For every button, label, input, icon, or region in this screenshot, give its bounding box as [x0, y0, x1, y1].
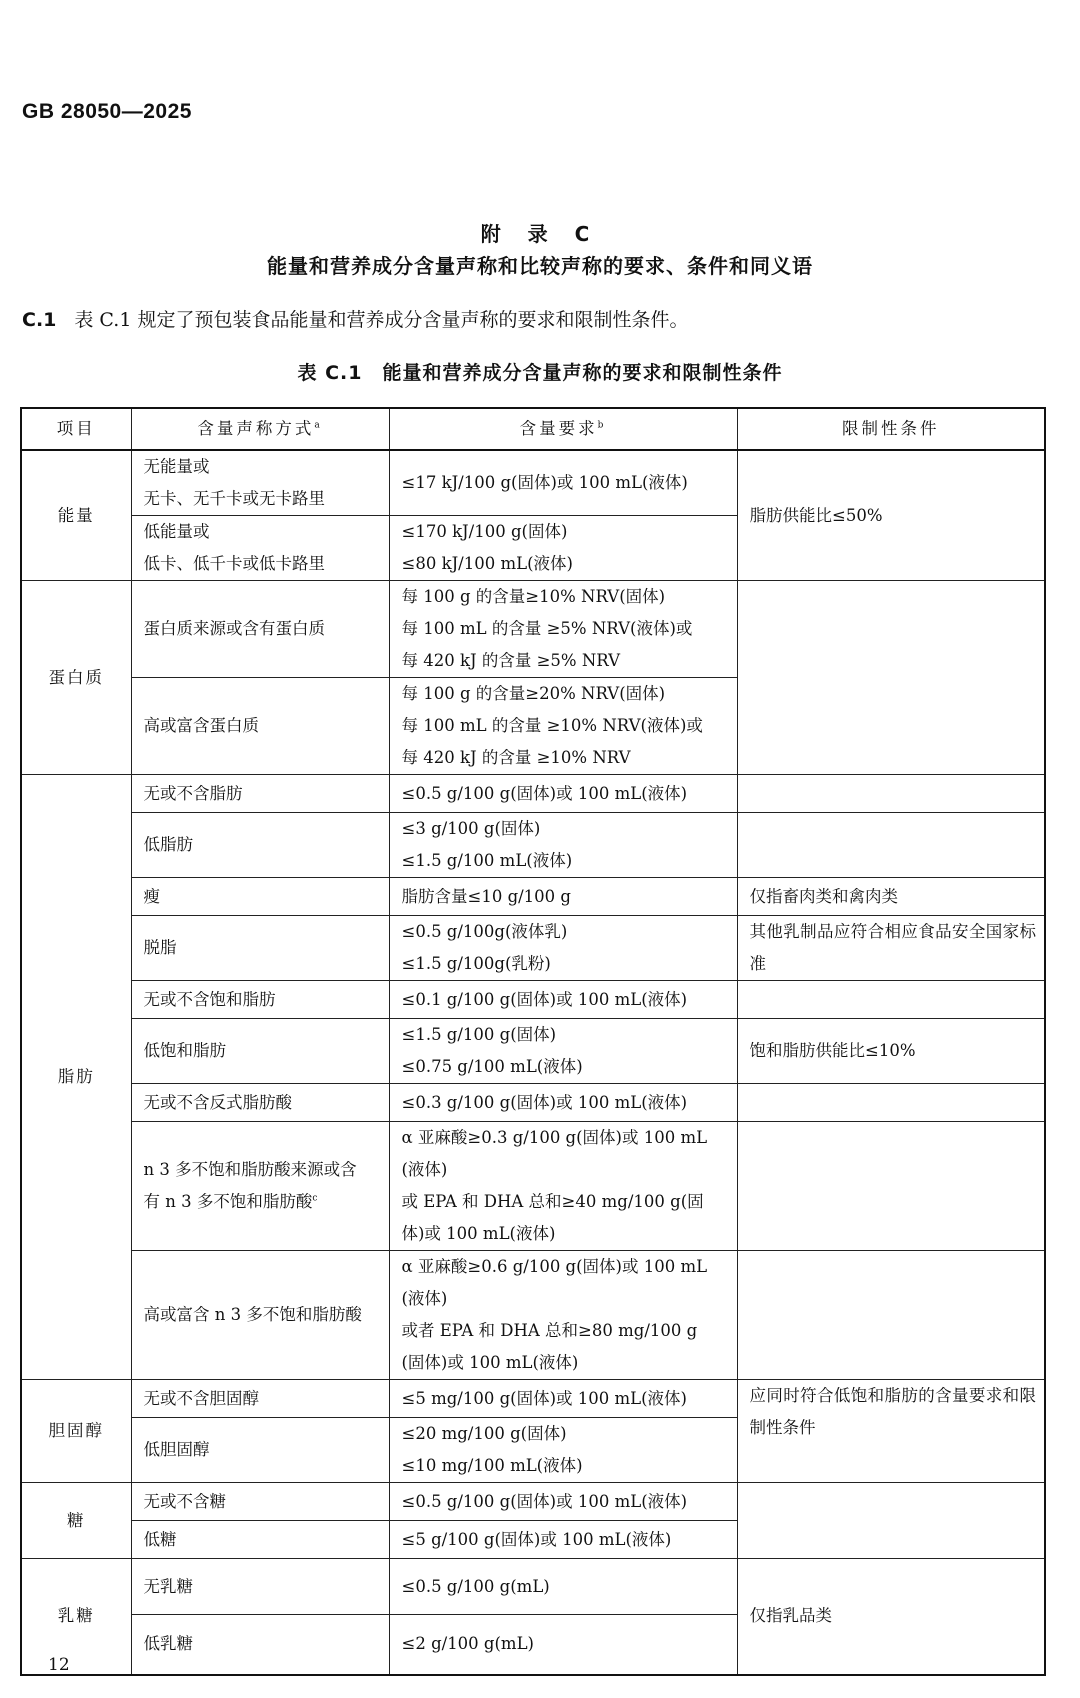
condition-cell — [737, 1122, 1045, 1251]
condition-cell — [737, 775, 1045, 813]
appendix-subtitle: 能量和营养成分含量声称和比较声称的要求、条件和同义语 — [267, 254, 813, 278]
requirement-cell: 每 100 g 的含量≥10% NRV(固体) 每 100 mL 的含量 ≥5% NRV(液体)或 每 420 kJ 的含量 ≥5% NRV — [389, 581, 737, 678]
method-cell: 低饱和脂肪 — [131, 1019, 389, 1084]
method-cell: 高或富含 n 3 多不饱和脂肪酸 — [131, 1251, 389, 1380]
method-cell: 无能量或 无卡、无千卡或无卡路里 — [131, 450, 389, 516]
item-lactose: 乳糖 — [21, 1559, 131, 1675]
standard-code: GB 28050—2025 — [22, 100, 192, 123]
requirement-cell: 脂肪含量≤10 g/100 g — [389, 878, 737, 916]
appendix-title: 附 录 C — [480, 222, 600, 246]
condition-cell: 仅指乳品类 — [737, 1559, 1045, 1675]
method-cell: 脱脂 — [131, 916, 389, 981]
header-method: 含量声称方式$^a$ — [131, 408, 389, 450]
requirement-cell: ≤0.3 g/100 g(固体)或 100 mL(液体) — [389, 1084, 737, 1122]
method-cell: n 3 多不饱和脂肪酸来源或含 有 n 3 多不饱和脂肪酸$^c$ — [131, 1122, 389, 1251]
method-cell: 蛋白质来源或含有蛋白质 — [131, 581, 389, 678]
condition-cell — [737, 1084, 1045, 1122]
requirement-cell: ≤20 mg/100 g(固体) ≤10 mg/100 mL(液体) — [389, 1418, 737, 1483]
method-cell: 无或不含糖 — [131, 1483, 389, 1521]
condition-cell: 其他乳制品应符合相应食品安全国家标准 — [737, 916, 1045, 981]
table-header-row — [21, 408, 1045, 450]
condition-cell — [737, 1483, 1045, 1559]
clause-text: 表 C.1 规定了预包装食品能量和营养成分含量声称的要求和限制性条件。 — [74, 309, 689, 331]
condition-cell — [737, 813, 1045, 878]
method-cell: 无或不含反式脂肪酸 — [131, 1084, 389, 1122]
method-cell: 无乳糖 — [131, 1559, 389, 1615]
requirement-cell: 每 100 g 的含量≥20% NRV(固体) 每 100 mL 的含量 ≥10% NRV(液体)或 每 420 kJ 的含量 ≥10% NRV — [389, 678, 737, 775]
table-title — [0, 358, 1080, 385]
requirement-cell: ≤170 kJ/100 g(固体) ≤80 kJ/100 mL(液体) — [389, 516, 737, 581]
method-cell: 高或富含蛋白质 — [131, 678, 389, 775]
method-cell: 低糖 — [131, 1521, 389, 1559]
requirement-cell: α 亚麻酸≥0.6 g/100 g(固体)或 100 mL (液体) 或者 EPA 和 DHA 总和≥80 mg/100 g (固体)或 100 mL(液体) — [389, 1251, 737, 1380]
requirement-cell: ≤0.5 g/100 g(固体)或 100 mL(液体) — [389, 775, 737, 813]
method-cell: 低脂肪 — [131, 813, 389, 878]
table-row — [21, 775, 1045, 813]
table-number: 表 C.1 — [297, 362, 363, 384]
requirement-cell: α 亚麻酸≥0.3 g/100 g(固体)或 100 mL (液体) 或 EPA 和 DHA 总和≥40 mg/100 g(固 体)或 100 mL(液体) — [389, 1122, 737, 1251]
condition-cell: 饱和脂肪供能比≤10% — [737, 1019, 1045, 1084]
condition-cell: 仅指畜肉类和禽肉类 — [737, 878, 1045, 916]
table-row — [21, 1019, 1045, 1084]
header-item: 项目 — [21, 408, 131, 450]
clause-number: C.1 — [22, 309, 57, 331]
requirements-table — [20, 407, 1046, 1676]
method-cell: 低胆固醇 — [131, 1418, 389, 1483]
requirement-cell: ≤17 kJ/100 g(固体)或 100 mL(液体) — [389, 450, 737, 516]
header-condition: 限制性条件 — [737, 408, 1045, 450]
item-protein: 蛋白质 — [21, 581, 131, 775]
requirement-cell: ≤0.5 g/100 g(固体)或 100 mL(液体) — [389, 1483, 737, 1521]
requirement-cell: ≤3 g/100 g(固体) ≤1.5 g/100 mL(液体) — [389, 813, 737, 878]
item-energy: 能量 — [21, 450, 131, 581]
method-cell: 无或不含脂肪 — [131, 775, 389, 813]
requirement-cell: ≤1.5 g/100 g(固体) ≤0.75 g/100 mL(液体) — [389, 1019, 737, 1084]
table-row — [21, 450, 1045, 516]
item-cholesterol: 胆固醇 — [21, 1380, 131, 1483]
table-row — [21, 1084, 1045, 1122]
table-row — [21, 1559, 1045, 1615]
method-cell: 无或不含饱和脂肪 — [131, 981, 389, 1019]
page-number: 12 — [48, 1655, 70, 1675]
clause-c1 — [22, 305, 688, 332]
condition-cell — [737, 1251, 1045, 1380]
table-row — [21, 916, 1045, 981]
method-cell: 低乳糖 — [131, 1615, 389, 1675]
method-cell: 无或不含胆固醇 — [131, 1380, 389, 1418]
table-row — [21, 1483, 1045, 1521]
table-row — [21, 1380, 1045, 1418]
requirement-cell: ≤0.5 g/100g(液体乳) ≤1.5 g/100g(乳粉) — [389, 916, 737, 981]
table-row — [21, 1122, 1045, 1251]
condition-cell: 应同时符合低饱和脂肪的含量要求和限制性条件 — [737, 1380, 1045, 1483]
method-cell: 低能量或 低卡、低千卡或低卡路里 — [131, 516, 389, 581]
condition-cell — [737, 981, 1045, 1019]
requirement-cell: ≤0.1 g/100 g(固体)或 100 mL(液体) — [389, 981, 737, 1019]
table-title-text: 能量和营养成分含量声称的要求和限制性条件 — [382, 362, 783, 384]
method-cell: 瘦 — [131, 878, 389, 916]
table-row — [21, 1251, 1045, 1380]
table-row — [21, 981, 1045, 1019]
table-row — [21, 581, 1045, 678]
header-requirement: 含量要求$^b$ — [389, 408, 737, 450]
requirement-cell: ≤5 g/100 g(固体)或 100 mL(液体) — [389, 1521, 737, 1559]
requirement-cell: ≤2 g/100 g(mL) — [389, 1615, 737, 1675]
table-row — [21, 878, 1045, 916]
item-sugar: 糖 — [21, 1483, 131, 1559]
requirement-cell: ≤5 mg/100 g(固体)或 100 mL(液体) — [389, 1380, 737, 1418]
condition-cell — [737, 581, 1045, 775]
requirement-cell: ≤0.5 g/100 g(mL) — [389, 1559, 737, 1615]
item-fat: 脂肪 — [21, 775, 131, 1380]
table-row — [21, 813, 1045, 878]
condition-cell: 脂肪供能比≤50% — [737, 450, 1045, 581]
